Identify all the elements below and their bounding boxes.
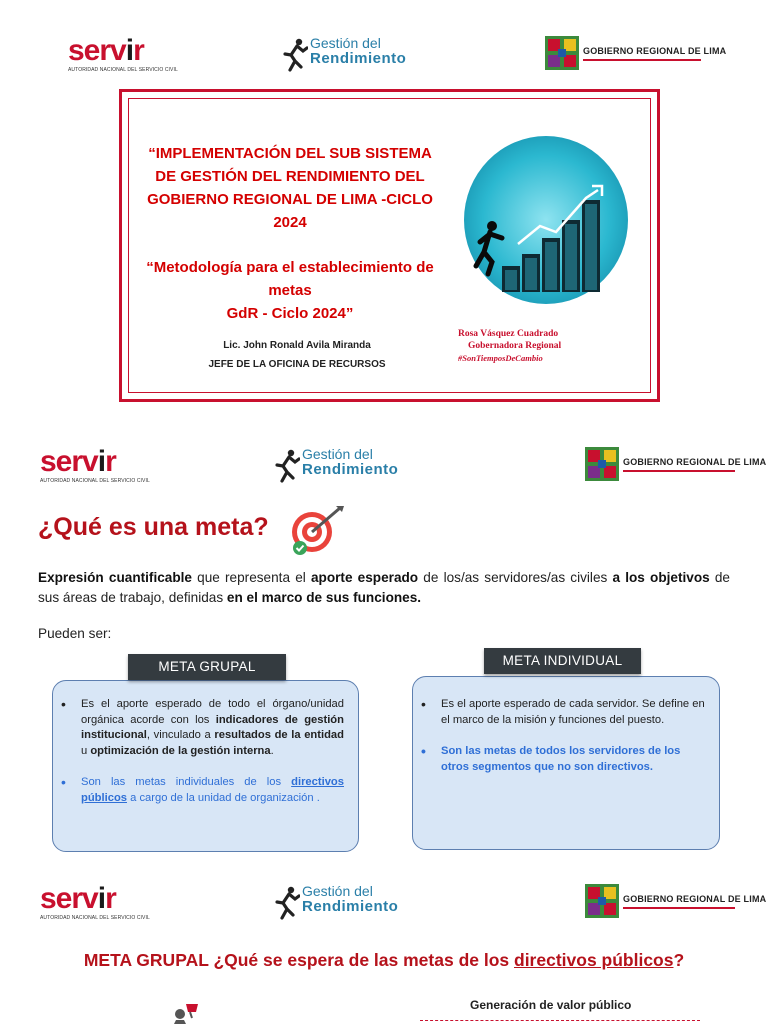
grupal-b1-b: indicadores de gestión institucional xyxy=(81,713,344,741)
def-part-3: aporte esperado xyxy=(310,570,419,585)
cover-subtitle-line2: GdR - Ciclo 2024” xyxy=(226,305,354,322)
cover-title: “IMPLEMENTACIÓN DEL SUB SISTEMA DE GESTIÓN DEL RENDIMIENTO DEL GOBIERNO REGIONAL DE LIMA -CICLO 2024 xyxy=(147,145,433,231)
dashed-divider xyxy=(420,1020,700,1021)
def-part-4: de los/as servidores/as civiles xyxy=(418,570,613,585)
regional-emblem-icon xyxy=(585,447,619,481)
def-part-7: en el marco de sus funciones. xyxy=(226,590,422,605)
def-part-1: Expresión cuantificable xyxy=(38,570,192,585)
grupal-b2-a: Son las metas individuales de los xyxy=(81,776,292,788)
directivos-publicos-link[interactable]: directivos públicos xyxy=(81,776,344,804)
grupal-b1-c: , vinculado a xyxy=(146,729,215,741)
servir-wordmark: servir xyxy=(40,445,116,478)
meta-individual-bullet-2: • Son las metas de todos los servidores de los otros segmentos que no son directivos. xyxy=(413,744,705,775)
generacion-valor-publico-label: Generación de valor público xyxy=(470,998,632,1012)
cover-subtitle-line1: “Metodología para el establecimiento de metas xyxy=(146,259,434,299)
slide3-logo-row xyxy=(0,884,768,944)
gobierno-regional-text: GOBIERNO REGIONAL DE LIMA xyxy=(623,457,767,467)
gestion-rendimiento-logo xyxy=(282,36,442,76)
cover-frame xyxy=(119,89,660,402)
gobierno-regional-text: GOBIERNO REGIONAL DE LIMA xyxy=(623,894,767,904)
que-es-una-meta-title: ¿Qué es una meta? xyxy=(38,513,269,541)
meta-grupal-bullet-1 xyxy=(53,697,344,759)
meta-individual-card xyxy=(412,676,720,850)
person-with-trophy-icon xyxy=(168,1000,202,1024)
grupal-b1-g: . xyxy=(270,744,274,757)
grupal-b1-a: Es el aporte esperado de todo el órgano/unidad orgánica acorde con los xyxy=(81,698,344,726)
gobierno-regional-logo xyxy=(545,36,727,72)
red-underline xyxy=(583,59,701,61)
directivos-publicos-link[interactable]: directivos públicos xyxy=(514,950,674,970)
regional-emblem-icon xyxy=(545,36,579,70)
slide2-logo-row xyxy=(0,447,768,507)
meta-grupal-bullet-2 xyxy=(53,775,344,806)
rendimiento-text: Rendimiento xyxy=(310,50,407,67)
presenter-name: Lic. John Ronald Avila Miranda xyxy=(223,340,371,351)
red-underline xyxy=(623,907,735,909)
question-part-c: ? xyxy=(673,950,685,970)
gestion-text: Gestión del xyxy=(302,883,373,899)
signature-hashtag: #SonTiemposDeCambio xyxy=(458,353,543,363)
meta-grupal-label: META GRUPAL xyxy=(128,654,286,680)
red-underline xyxy=(623,470,735,472)
cover-subtitle xyxy=(140,256,440,325)
meta-individual-label: META INDIVIDUAL xyxy=(484,648,641,674)
gestion-text: Gestión del xyxy=(302,446,373,462)
gobierno-regional-text: GOBIERNO REGIONAL DE LIMA xyxy=(583,46,727,56)
def-part-2: que representa el xyxy=(192,570,311,585)
servir-logo xyxy=(40,884,150,921)
gestion-rendimiento-logo xyxy=(274,884,434,924)
servir-logo xyxy=(40,447,150,484)
meta-grupal-card xyxy=(52,680,359,852)
def-part-5: a los objetivos xyxy=(612,570,710,585)
servir-subtitle: AUTORIDAD NACIONAL DEL SERVICIO CIVIL xyxy=(68,67,178,73)
pueden-ser-label: Pueden ser: xyxy=(38,626,112,641)
rendimiento-text: Rendimiento xyxy=(302,461,399,478)
target-icon xyxy=(286,502,350,558)
meta-grupal-question xyxy=(0,950,768,971)
runner-icon xyxy=(274,886,300,920)
def-part-6: de sus áreas de trabajo, definidas xyxy=(38,570,730,605)
servir-wordmark: servir xyxy=(68,34,144,67)
gestion-rendimiento-logo xyxy=(274,447,434,487)
meta-individual-bullet-1: • Es el aporte esperado de cada servidor. Se define en el marco de la misión y funciones del puesto. xyxy=(413,697,705,728)
growth-stairs-illustration xyxy=(462,134,630,306)
servir-subtitle: AUTORIDAD NACIONAL DEL SERVICIO CIVIL xyxy=(40,915,150,921)
gobierno-regional-logo xyxy=(585,447,767,483)
grupal-b1-d: resultados de la entidad xyxy=(214,729,344,741)
meta-definition xyxy=(38,568,730,608)
runner-icon xyxy=(282,38,308,72)
gestion-text: Gestión del xyxy=(310,35,381,51)
slide1-logo-row xyxy=(0,36,768,96)
grupal-b1-f: optimización de la gestión interna xyxy=(90,744,271,757)
servir-wordmark: servir xyxy=(40,882,116,915)
servir-subtitle: AUTORIDAD NACIONAL DEL SERVICIO CIVIL xyxy=(40,478,150,484)
servir-logo xyxy=(68,36,178,73)
signature-block xyxy=(458,328,598,364)
meta-individual-list xyxy=(413,677,719,775)
meta-grupal-list xyxy=(53,681,358,806)
regional-emblem-icon xyxy=(585,884,619,918)
signature-role: Gobernadora Regional xyxy=(468,341,562,351)
question-part-a: META GRUPAL ¿Qué se espera de las metas de los xyxy=(83,950,514,970)
grupal-b1-e: u xyxy=(81,744,91,757)
runner-icon xyxy=(274,449,300,483)
grupal-b2-c: a cargo de la unidad de organización . xyxy=(127,791,320,804)
presenter-office: JEFE DE LA OFICINA DE RECURSOS xyxy=(208,359,386,370)
gobierno-regional-logo xyxy=(585,884,767,920)
rendimiento-text: Rendimiento xyxy=(302,898,399,915)
signature-name: Rosa Vásquez Cuadrado xyxy=(458,329,559,339)
